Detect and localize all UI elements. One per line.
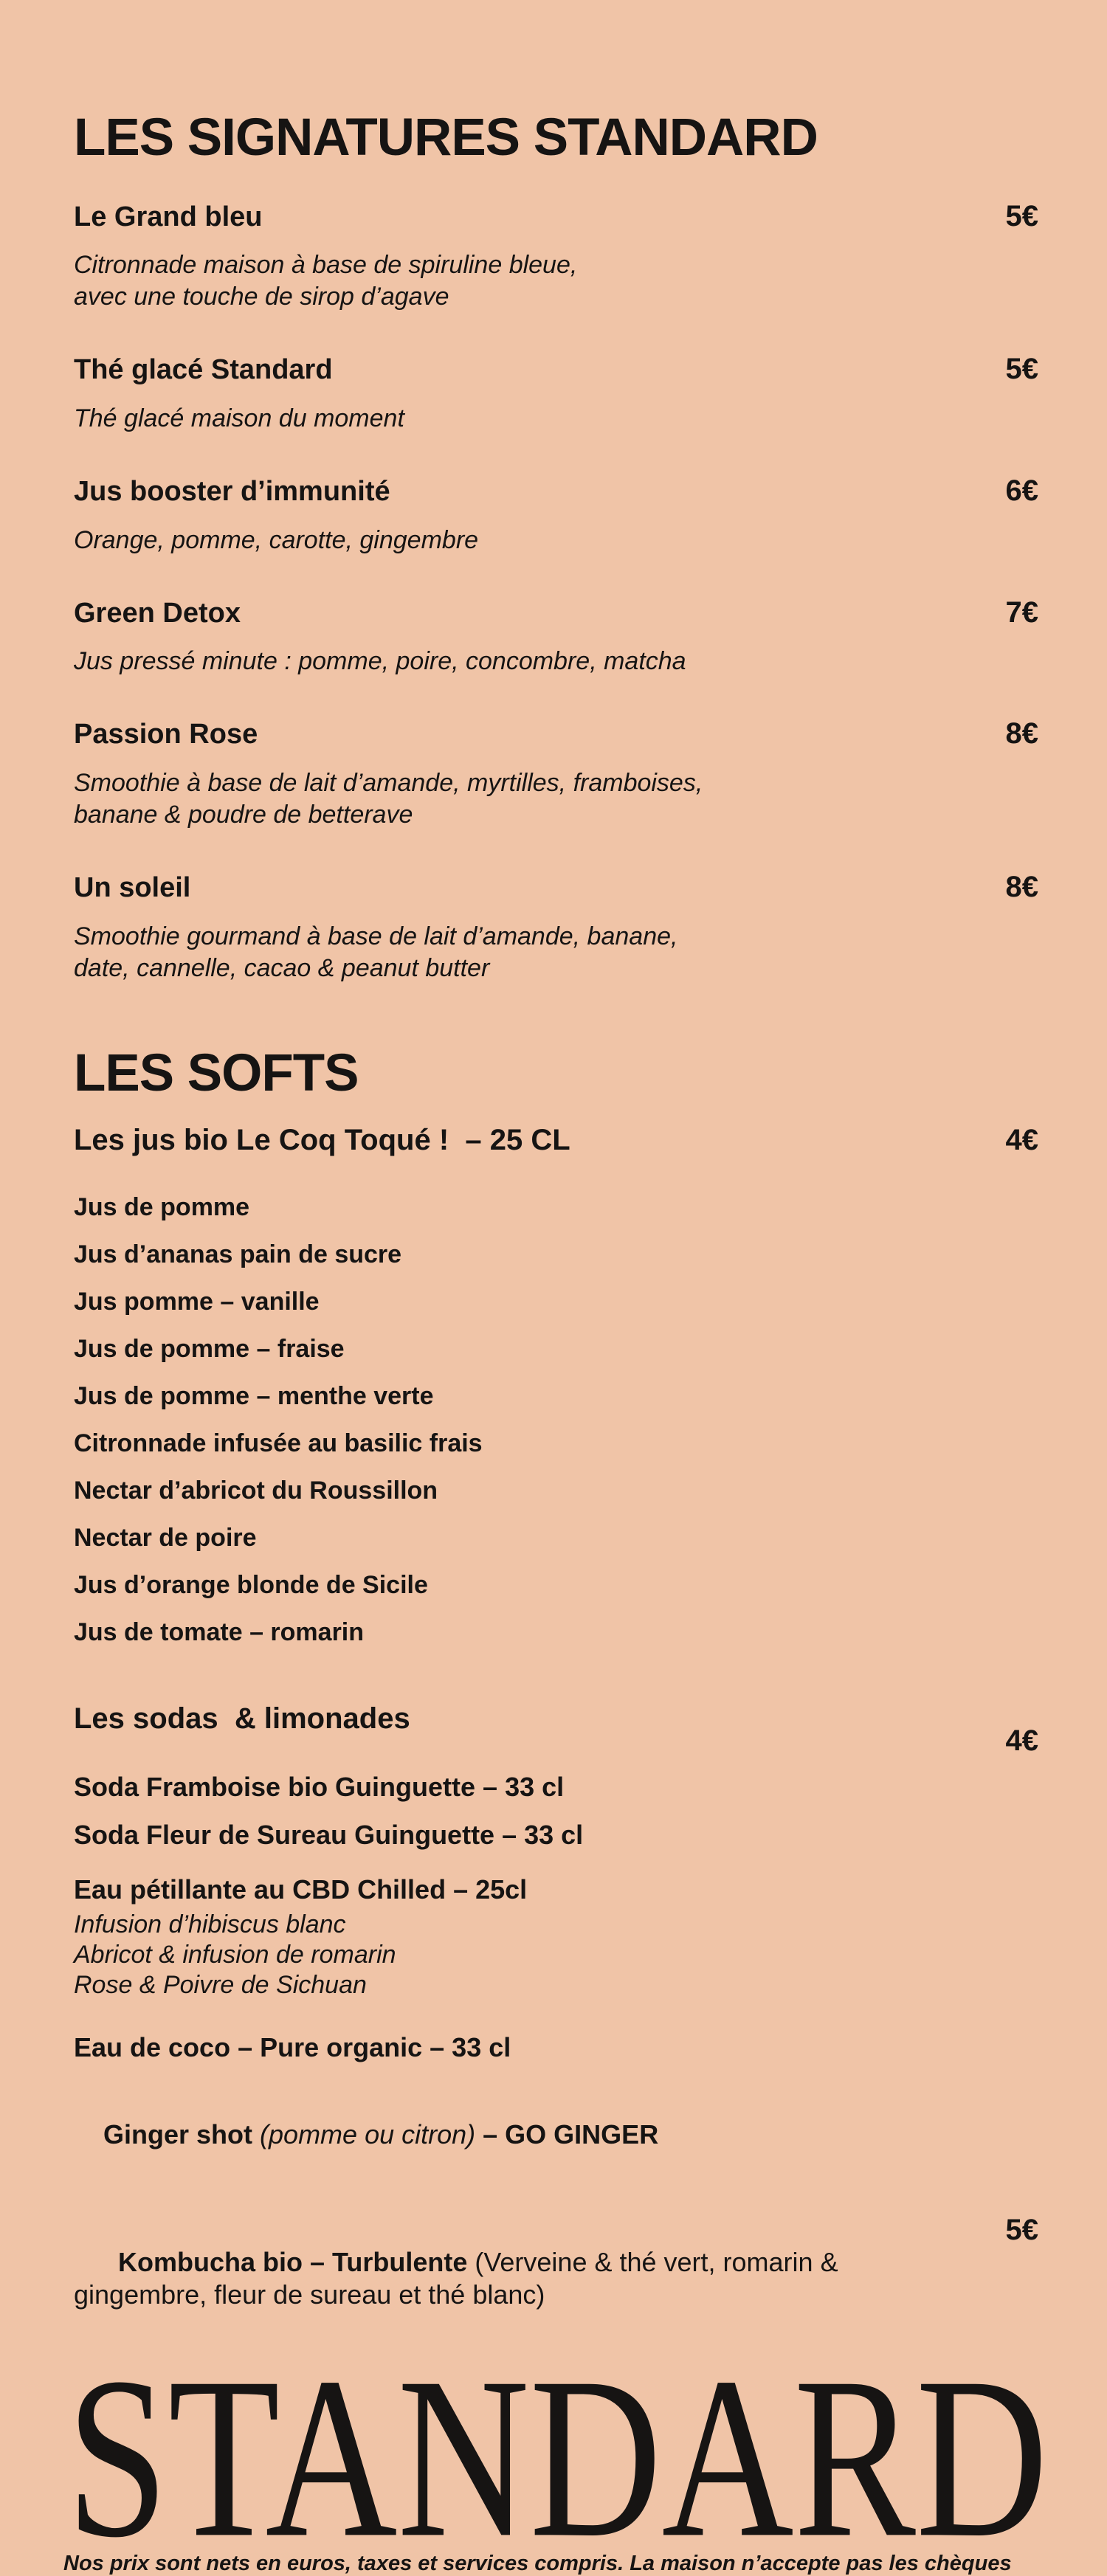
soda-item-eau-de-coco: Eau de coco – Pure organic – 33 cl [74, 2031, 511, 2062]
subsection-price: 4€ [1005, 1124, 1038, 1157]
item-description [74, 525, 1038, 556]
menu-item-the-glace [74, 353, 1038, 435]
item-price: 5€ [1005, 353, 1038, 386]
soda-item-framboise: Soda Framboise bio Guinguette – 33 cl [74, 1772, 565, 1803]
item-description [74, 767, 1038, 831]
description-line: date, cannelle, cacao & peanut butter [74, 953, 490, 982]
subsection-name: Les jus bio Le Coq Toqué ! – 25 CL [74, 1124, 570, 1157]
item-name: Un soleil [74, 871, 191, 903]
description-line: banane & poudre de betterave [74, 800, 413, 829]
menu-item-le-grand-bleu [74, 200, 1038, 314]
section-title-signatures: LES SIGNATURES STANDARD [74, 108, 818, 167]
description-line: avec une touche de sirop d’agave [74, 283, 449, 311]
menu-item-passion-rose [74, 717, 1038, 831]
item-description [74, 921, 1038, 984]
item-price: 5€ [1005, 2213, 1038, 2246]
jus-list-item: Jus de pomme – menthe verte [74, 1382, 434, 1411]
item-name [74, 2214, 922, 2344]
item-name: Thé glacé Standard [74, 354, 333, 386]
description-line: Citronnade maison à base de spiruline bleue, [74, 251, 578, 280]
section-title-softs: LES SOFTS [74, 1043, 359, 1102]
item-name-part: Kombucha bio – Turbulente [118, 2246, 475, 2277]
item-name: Passion Rose [74, 719, 258, 750]
jus-list-item: Jus d’orange blonde de Sicile [74, 1571, 428, 1600]
jus-list-item: Jus de pomme [74, 1193, 250, 1222]
item-price: 5€ [1005, 199, 1038, 232]
item-description [74, 249, 1038, 313]
description-line: Orange, pomme, carotte, gingembre [74, 525, 479, 554]
soda-item-ginger-shot [74, 2087, 1038, 2183]
soda-item-cbd [74, 1874, 1038, 2000]
jus-list-item: Jus de tomate – romarin [74, 1618, 365, 1647]
description-line: Rose & Poivre de Sichuan [74, 1970, 367, 1999]
description-line: Thé glacé maison du moment [74, 404, 404, 432]
item-price: 8€ [1005, 870, 1038, 903]
item-description [74, 646, 1038, 677]
soda-item-fleur-de-sureau: Soda Fleur de Sureau Guinguette – 33 cl [74, 1820, 584, 1851]
jus-list-item: Jus d’ananas pain de sucre [74, 1240, 402, 1269]
item-name: Eau pétillante au CBD Chilled – 25cl [74, 1874, 528, 1905]
description-line: Abricot & infusion de romarin [74, 1940, 396, 1969]
item-name: Le Grand bleu [74, 201, 263, 232]
item-name-part: Ginger shot [103, 2119, 261, 2150]
item-description [74, 403, 1038, 435]
jus-list-item: Citronnade infusée au basilic frais [74, 1429, 483, 1458]
item-name-italic-part: (pomme ou citron) [260, 2119, 476, 2150]
menu-item-green-detox [74, 596, 1038, 678]
jus-list-item: Nectar de poire [74, 1524, 257, 1553]
item-description [74, 1910, 1038, 2000]
menu-item-un-soleil [74, 871, 1038, 984]
item-name-part: – GO GINGER [475, 2119, 659, 2150]
item-price: 6€ [1005, 474, 1038, 507]
item-name: Green Detox [74, 597, 241, 629]
jus-bio-subsection-header [74, 1123, 1038, 1157]
description-line: Infusion d’hibiscus blanc [74, 1910, 346, 1938]
sodas-subsection-header [74, 1702, 1038, 1758]
description-line: Jus pressé minute : pomme, poire, concombre, matcha [74, 647, 686, 676]
jus-list-item: Jus pomme – vanille [74, 1288, 320, 1316]
jus-list-item: Jus de pomme – fraise [74, 1335, 345, 1364]
item-price: 7€ [1005, 595, 1038, 629]
description-line: Smoothie à base de lait d’amande, myrtilles, framboises, [74, 768, 703, 797]
subsection-name: Les sodas & limonades [74, 1702, 410, 1736]
jus-list [74, 1184, 1038, 1656]
menu-item-jus-booster [74, 474, 1038, 556]
soda-item-kombucha [74, 2214, 1038, 2344]
item-name: Jus booster d’immunité [74, 475, 390, 507]
jus-list-item: Nectar d’abricot du Roussillon [74, 1477, 438, 1505]
item-name-detail: (Verveine & thé vert, romarin & gingembre, fleur de sureau et thé blanc) [74, 2246, 846, 2310]
item-price: 8€ [1005, 717, 1038, 750]
footer-legal-note: Nos prix sont nets en euros, taxes et services compris. La maison n’accepte pas les chèques [63, 2551, 1012, 2575]
standard-logo-text: STANDARD [66, 2328, 1048, 2576]
subsection-price: 4€ [1005, 1724, 1038, 1758]
description-line: Smoothie gourmand à base de lait d’amande, banane, [74, 922, 678, 950]
